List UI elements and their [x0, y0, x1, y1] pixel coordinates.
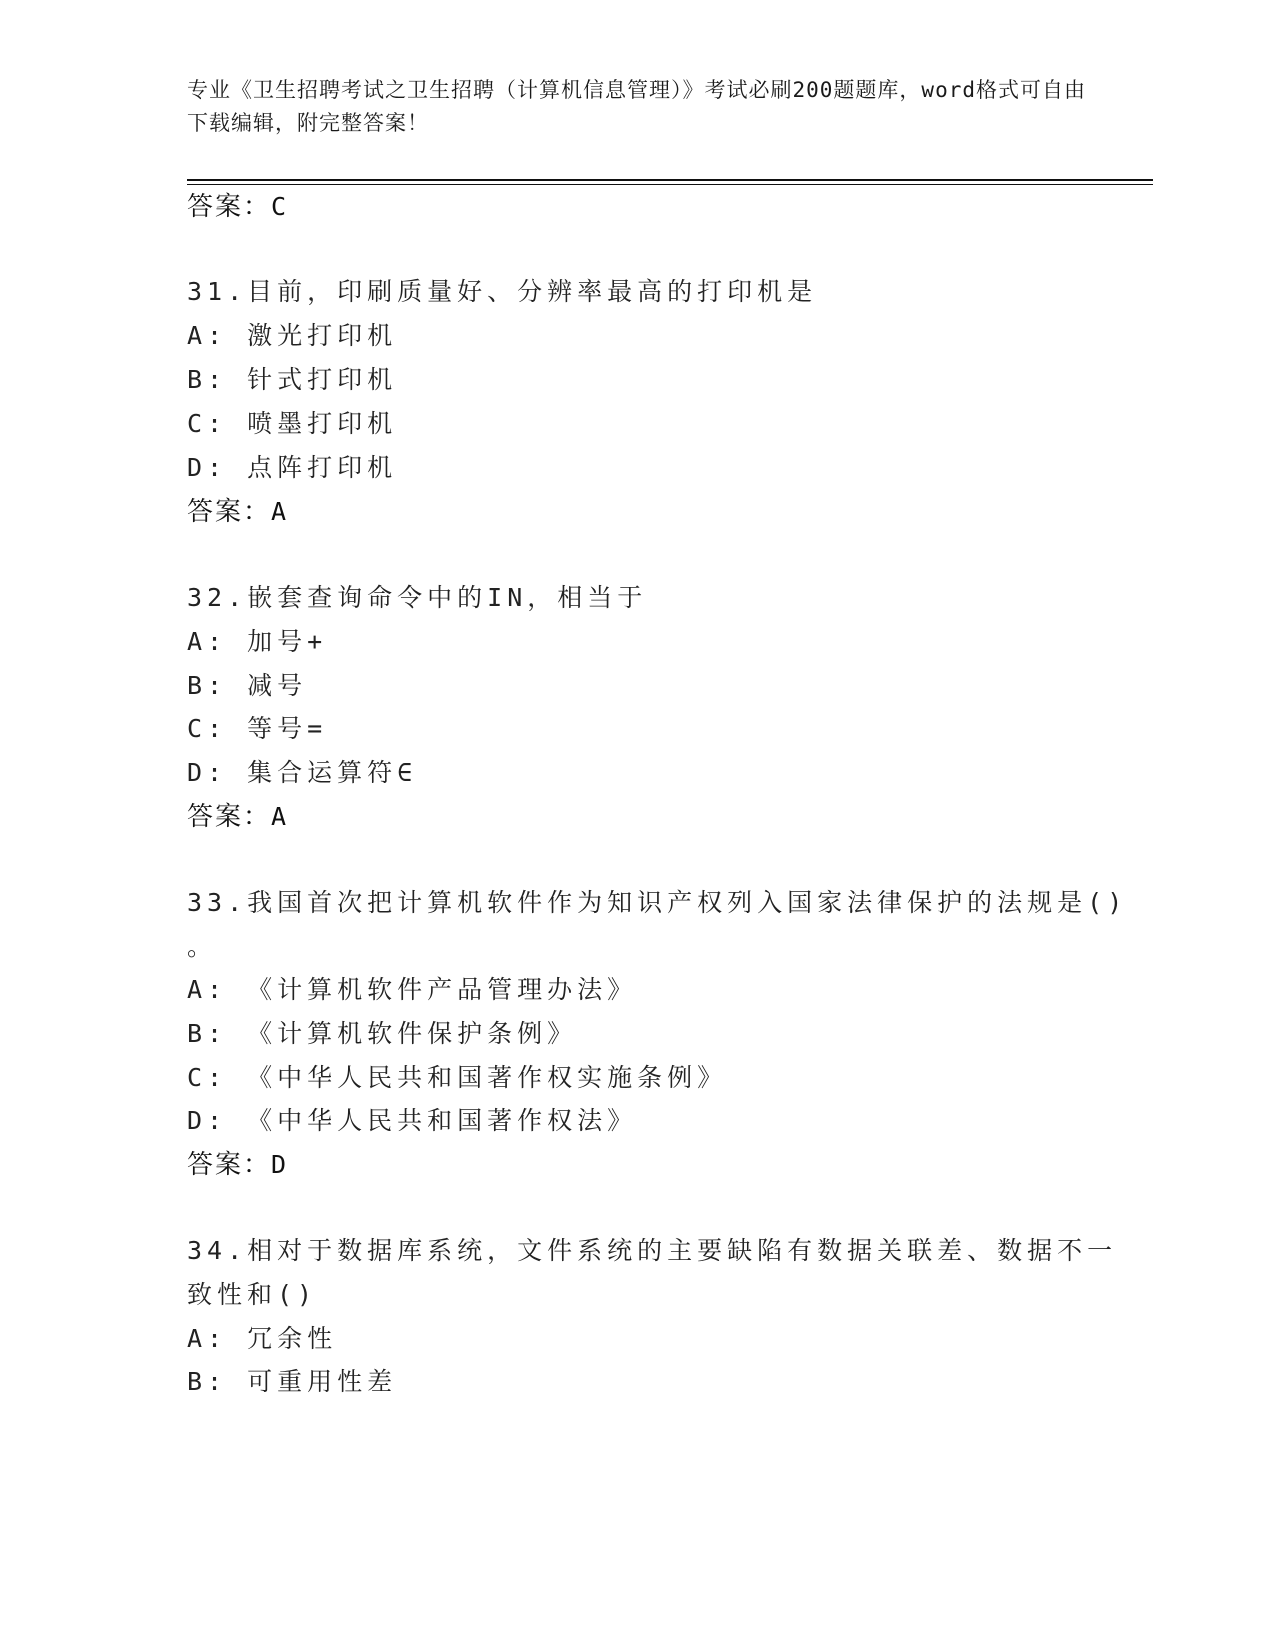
question-stem: 32.嵌套查询命令中的IN，相当于 [187, 583, 648, 612]
option-a: A: 激光打印机 [187, 321, 398, 350]
answer-value: C [271, 192, 289, 221]
option-b: B: 《计算机软件保护条例》 [187, 1019, 578, 1048]
answer-value: A [271, 802, 289, 831]
option-d: D: 集合运算符∈ [187, 758, 418, 787]
header-divider-secondary [187, 184, 1153, 185]
option-d: D: 点阵打印机 [187, 453, 398, 482]
answer-line [187, 1144, 288, 1181]
answer-line [187, 491, 288, 528]
option-c: C: 《中华人民共和国著作权实施条例》 [187, 1063, 728, 1092]
answer-line [187, 796, 288, 833]
answer-label: 答案： [187, 1150, 272, 1180]
option-b: B: 减号 [187, 671, 308, 700]
question-stem: 34.相对于数据库系统，文件系统的主要缺陷有数据关联差、数据不一 [187, 1236, 1118, 1265]
option-a: A: 《计算机软件产品管理办法》 [187, 975, 638, 1004]
document-header: 专业《卫生招聘考试之卫生招聘（计算机信息管理）》考试必刷200题题库，word格式可自由下载编辑，附完整答案！ [187, 78, 1086, 135]
header-divider [187, 179, 1153, 181]
option-c: C: 等号= [187, 714, 328, 743]
option-a: A: 加号+ [187, 627, 328, 656]
question-stem: 33.我国首次把计算机软件作为知识产权列入国家法律保护的法规是() [187, 888, 1128, 917]
option-b: B: 针式打印机 [187, 365, 398, 394]
answer-value: A [271, 497, 289, 526]
answer-label: 答案： [187, 497, 272, 527]
option-a: A: 冗余性 [187, 1324, 338, 1353]
option-c: C: 喷墨打印机 [187, 409, 398, 438]
question-stem: 31.目前，印刷质量好、分辨率最高的打印机是 [187, 277, 818, 306]
answer-line [187, 186, 288, 223]
question-stem-continuation: 致性和() [187, 1280, 318, 1309]
answer-label: 答案： [187, 192, 272, 222]
answer-value: D [271, 1150, 289, 1179]
option-d: D: 《中华人民共和国著作权法》 [187, 1106, 638, 1135]
option-b: B: 可重用性差 [187, 1367, 398, 1396]
question-stem-continuation: 。 [187, 932, 218, 961]
answer-label: 答案： [187, 802, 272, 832]
